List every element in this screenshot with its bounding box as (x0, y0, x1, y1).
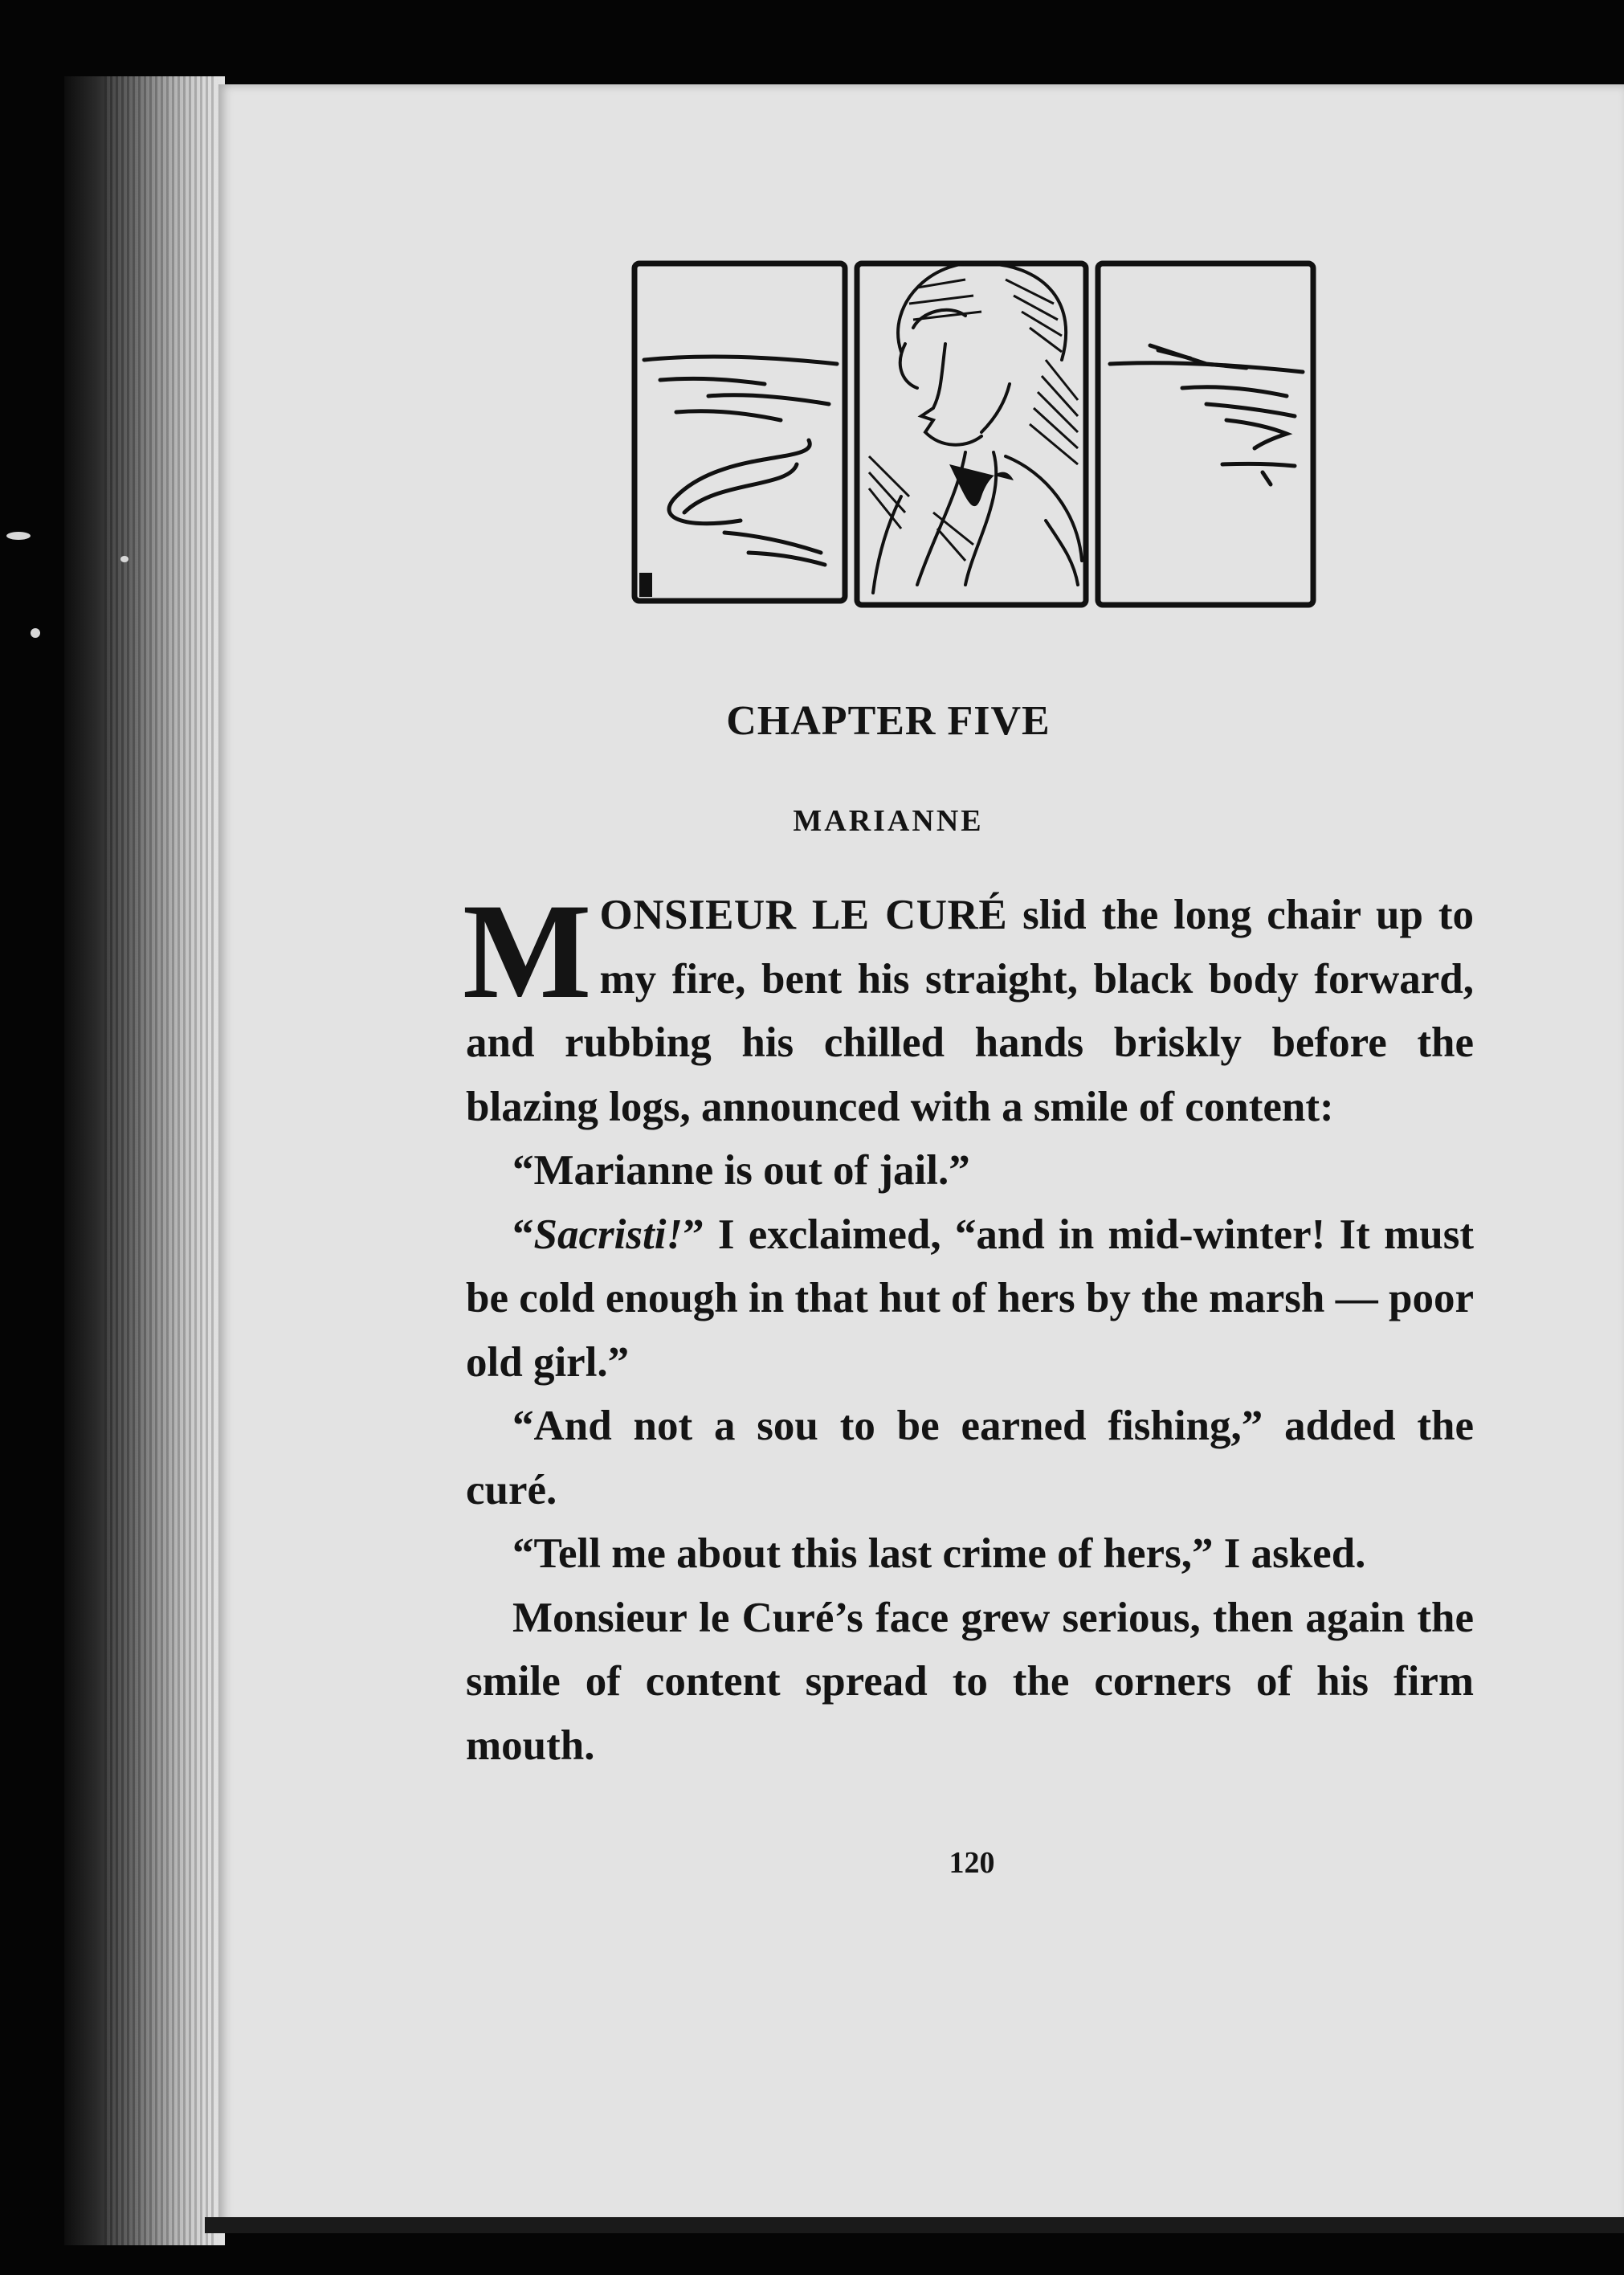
quote-mark: “ (512, 1211, 534, 1258)
paragraph: Monsieur le Curé’s face grew serious, then again the smile of content spread to the corners of his firm mouth. (466, 1594, 1474, 1769)
paragraph-text: ” I exclaimed, “and in mid-winter! It must be cold enough in that hut of hers by the marsh — poor old girl.” (466, 1211, 1474, 1386)
chapter-headpiece-illustration-icon (628, 255, 1317, 614)
scan-speck (6, 532, 31, 540)
paragraph: “Tell me about this last crime of hers,” I asked. (512, 1530, 1366, 1577)
scan-speck (31, 628, 40, 638)
page-bottom-shadow (205, 2217, 1624, 2233)
drop-cap: M (463, 876, 592, 1027)
paragraph: “And not a sou to be earned fishing,” added the curé. (466, 1403, 1474, 1513)
chapter-headpiece-illustration (628, 255, 1317, 614)
chapter-subtitle: MARIANNE (793, 804, 984, 838)
opening-small-caps: ONSIEUR LE CURÉ (599, 892, 1008, 938)
italic-exclamation: Sacristi! (533, 1211, 683, 1258)
paragraph-text: slid the long chair up to my fire, bent his straight, black body forward, and rubbing his chilled hands briskly before the blazing logs, announced with a smile of content: (466, 892, 1474, 1130)
paragraph (463, 876, 1474, 1139)
paragraph: “Marianne is out of jail.” (512, 1147, 970, 1194)
scan-speck (120, 556, 129, 562)
page-number: 120 (949, 1846, 995, 1880)
page-edges (104, 76, 217, 2245)
paragraph (466, 1203, 1474, 1395)
chapter-body-text (463, 876, 1474, 1778)
chapter-title: CHAPTER FIVE (726, 698, 1051, 744)
